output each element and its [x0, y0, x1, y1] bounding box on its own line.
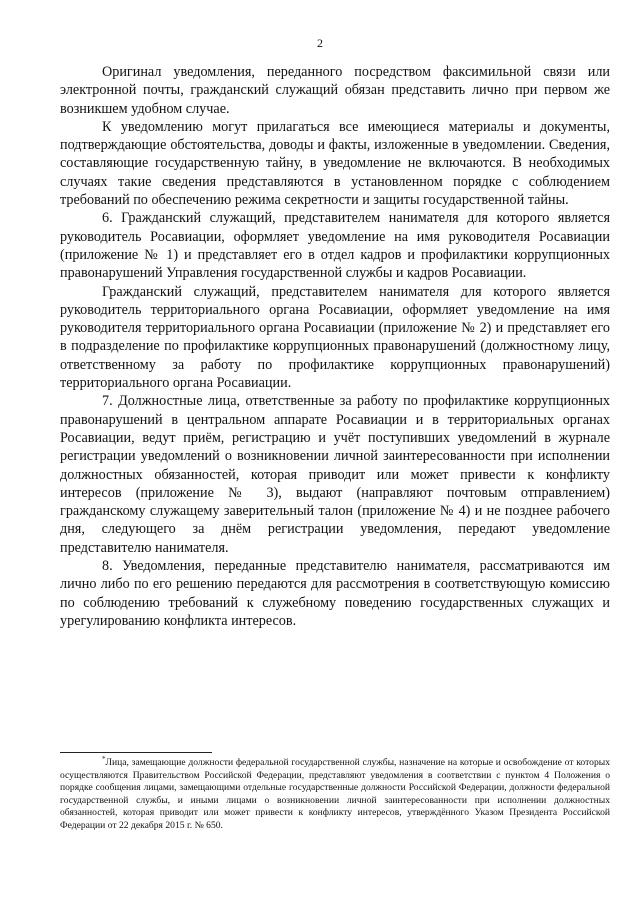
- body-text: [60, 63, 610, 630]
- paragraph-original-notice: Оригинал уведомления, переданного посредством факсимильной связи или электронной почты, гражданский служащий обязан представить лично при первом же возникшем удобном случае.: [60, 64, 610, 117]
- footnote: [60, 754, 610, 833]
- footnote-text: Лица, замещающие должности федеральной государственной службы, назначение на которые и освобождение от которых осуществляются Правительством Российской Федерации, представляют уведомления в соответствии с пунктом 4 Положения о порядке сообщения лицами, замещающими отдельные государственные должности Российской Федерации, должности федеральной государственной службы, и иными лицами о возникновении личной заинтересованности при исполнении должностных обязанностей, которая приводит или может привести к конфликту интересов, утверждённого Указом Президента Российской Федерации от 22 декабря 2015 г. № 650.: [60, 757, 610, 831]
- paragraph-item-8: 8. Уведомления, переданные представителю нанимателя, рассматриваются им лично либо по его решению передаются для рассмотрения в соответствующую комиссию по соблюдению требований к служебному поведению государственных служащих и урегулированию конфликта интересов.: [60, 558, 610, 629]
- footnote-mark: *: [102, 754, 106, 763]
- paragraph-item-7: 7. Должностные лица, ответственные за работу по профилактике коррупционных правонарушений в центральном аппарате Росавиации и в территориальных органах Росавиации, ведут приём, регистрацию и учёт поступивших уведомлений в журнале регистрации уведомлений о возникновении личной заинтересованности при исполнении должностных обязанностей, которая приводит или может привести к конфликту интересов (приложение № 3), выдают (направляют почтовым отправлением) гражданскому служащему заверительный талон (приложение № 4) и не позднее рабочего дня, следующего за днём регистрации уведомления, передают уведомление представителю нанимателя.: [60, 393, 610, 556]
- paragraph-item-6: 6. Гражданский служащий, представителем нанимателя для которого является руководитель Росавиации, оформляет уведомление на имя руководителя Росавиации (приложение № 1) и представляет его в отдел кадров и профилактики коррупционных правонарушений Управления государственной службы и кадров Росавиации.: [60, 210, 610, 282]
- footnote-rule: [60, 752, 212, 753]
- page-number: 2: [317, 36, 323, 50]
- paragraph-attachments: К уведомлению могут прилагаться все имеющиеся материалы и документы, подтверждающие обстоятельства, доводы и факты, изложенные в уведомлении. Сведения, составляющие государственную тайну, в уведомление не включаются. В необходимых случаях такие сведения представляются в установленном порядке с соблюдением требований по обеспечению режима секретности и защиты государственной тайны.: [60, 118, 610, 209]
- paragraph-territorial-body: Гражданский служащий, представителем нанимателя для которого является руководитель территориального органа Росавиации, оформляет уведомление на имя руководителя территориального органа Росавиации (приложение № 2) и представляет его в подразделение по профилактике коррупционных правонарушений (должностному лицу, ответственному за работу по профилактике коррупционных правонарушений) территориального органа Росавиации.: [60, 283, 610, 392]
